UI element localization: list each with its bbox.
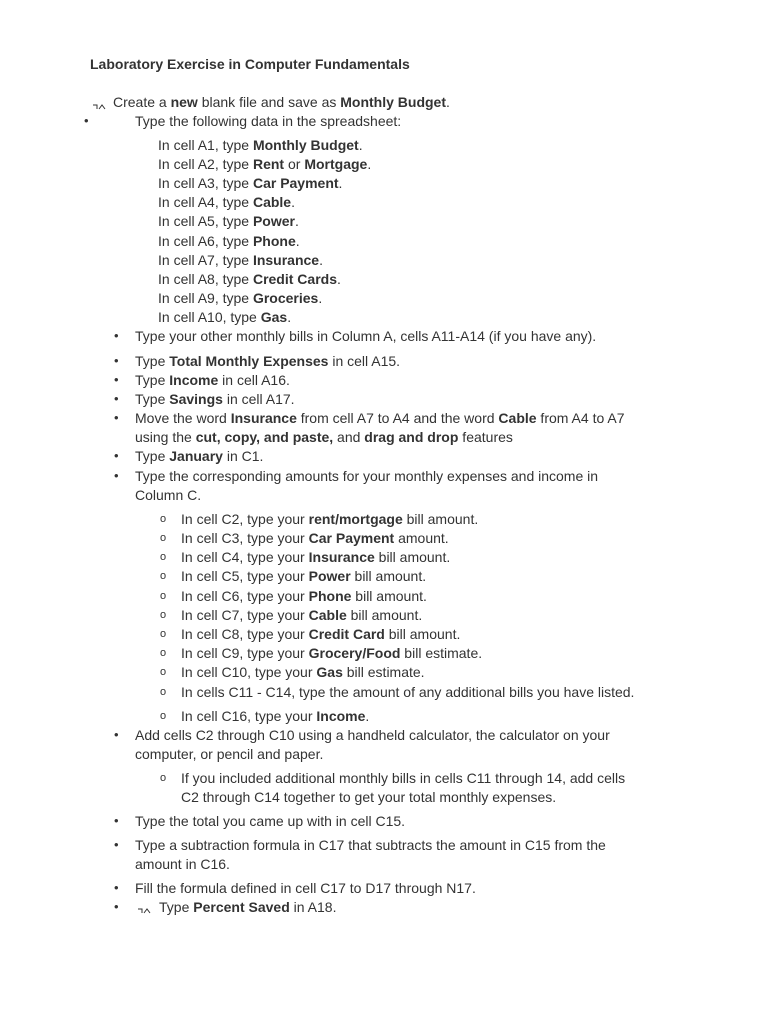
cell-a5-line: In cell A5, type Power. (158, 213, 299, 229)
page-title: Laboratory Exercise in Computer Fundamentals (90, 56, 410, 72)
sub-item-c10: In cell C10, type your Gas bill estimate. (181, 664, 425, 680)
bullet-marker: • (114, 410, 119, 425)
sub-item-c6: In cell C6, type your Phone bill amount. (181, 588, 427, 604)
sub-item-c5: In cell C5, type your Power bill amount. (181, 568, 427, 584)
cell-a6-line: In cell A6, type Phone. (158, 233, 300, 249)
instruction-total-c15: Type the total you came up with in cell C15. (135, 813, 406, 829)
sub-bullet-marker: o (160, 647, 167, 659)
cell-a9-line: In cell A9, type Groceries. (158, 290, 323, 306)
sub-item-c16: In cell C16, type your Income. (181, 708, 370, 724)
bullet-marker: • (114, 468, 119, 483)
bullet-marker: • (114, 328, 119, 343)
instruction-type-following: Type the following data in the spreadsheet: (135, 113, 402, 129)
sub-item-c2: In cell C2, type your rent/mortgage bill amount. (181, 511, 479, 527)
instruction-subtraction: Type a subtraction formula in C17 that subtracts the amount in C15 from the (135, 837, 606, 853)
cell-a4-line: In cell A4, type Cable. (158, 194, 295, 210)
sub-bullet-marker: o (160, 710, 167, 722)
instruction-add-cells-cont: computer, or pencil and paper. (135, 746, 324, 762)
bullet-marker: • (114, 372, 119, 387)
instruction-total-expenses: Type Total Monthly Expenses in cell A15. (135, 353, 401, 369)
cell-a3-line: In cell A3, type Car Payment. (158, 175, 343, 191)
sub-item-c8: In cell C8, type your Credit Card bill amount. (181, 626, 461, 642)
sub-bullet-marker: o (160, 532, 167, 544)
sub-bullet-marker: o (160, 628, 167, 640)
cell-a10-line: In cell A10, type Gas. (158, 309, 292, 325)
sub-bullet-marker: o (160, 513, 167, 525)
instruction-move-words: Move the word Insurance from cell A7 to A4 and the word Cable from A4 to A7 (135, 410, 625, 426)
bullet-marker: • (84, 113, 89, 128)
intro-line: Create a new blank file and save as Monthly Budget. (113, 94, 450, 110)
instruction-move-words-cont: using the cut, copy, and paste, and drag and drop features (135, 429, 513, 445)
sub-bullet-marker: o (160, 666, 167, 678)
check-mark-icon (137, 907, 151, 915)
instruction-subtraction-cont: amount in C16. (135, 856, 230, 872)
cell-a1-line: In cell A1, type Monthly Budget. (158, 137, 363, 153)
sub-item-c7: In cell C7, type your Cable bill amount. (181, 607, 423, 623)
bullet-marker: • (114, 391, 119, 406)
bullet-marker: • (114, 353, 119, 368)
instruction-other-bills: Type your other monthly bills in Column A, cells A11-A14 (if you have any). (135, 328, 597, 344)
check-mark-icon (92, 103, 106, 111)
bullet-marker: • (114, 448, 119, 463)
sub-bullet-marker: o (160, 772, 167, 784)
bullet-marker: • (114, 727, 119, 742)
bullet-marker: • (114, 813, 119, 828)
cell-a8-line: In cell A8, type Credit Cards. (158, 271, 341, 287)
sub-item-c11-c14: In cells C11 - C14, type the amount of any additional bills you have listed. (181, 684, 635, 700)
cell-a2-line: In cell A2, type Rent or Mortgage. (158, 156, 372, 172)
bullet-marker: • (114, 880, 119, 895)
instruction-add-cells: Add cells C2 through C10 using a handheld calculator, the calculator on your (135, 727, 610, 743)
instruction-january: Type January in C1. (135, 448, 264, 464)
sub-bullet-marker: o (160, 590, 167, 602)
instruction-corresponding-amounts: Type the corresponding amounts for your monthly expenses and income in (135, 468, 599, 484)
instruction-percent-saved: Type Percent Saved in A18. (159, 899, 337, 915)
instruction-income: Type Income in cell A16. (135, 372, 290, 388)
instruction-corresponding-amounts-cont: Column C. (135, 487, 202, 503)
sub-item-c9: In cell C9, type your Grocery/Food bill estimate. (181, 645, 483, 661)
sub-item-c4: In cell C4, type your Insurance bill amount. (181, 549, 451, 565)
sub-item-additional-bills: If you included additional monthly bills in cells C11 through 14, add cells (181, 770, 626, 786)
bullet-marker: • (114, 837, 119, 852)
sub-bullet-marker: o (160, 551, 167, 563)
sub-bullet-marker: o (160, 609, 167, 621)
sub-item-c3: In cell C3, type your Car Payment amount. (181, 530, 449, 546)
bullet-marker: • (114, 899, 119, 914)
sub-bullet-marker: o (160, 686, 167, 698)
sub-bullet-marker: o (160, 570, 167, 582)
instruction-fill-formula: Fill the formula defined in cell C17 to D17 through N17. (135, 880, 476, 896)
cell-a7-line: In cell A7, type Insurance. (158, 252, 323, 268)
instruction-savings: Type Savings in cell A17. (135, 391, 295, 407)
sub-item-additional-bills-cont: C2 through C14 together to get your total monthly expenses. (181, 789, 557, 805)
